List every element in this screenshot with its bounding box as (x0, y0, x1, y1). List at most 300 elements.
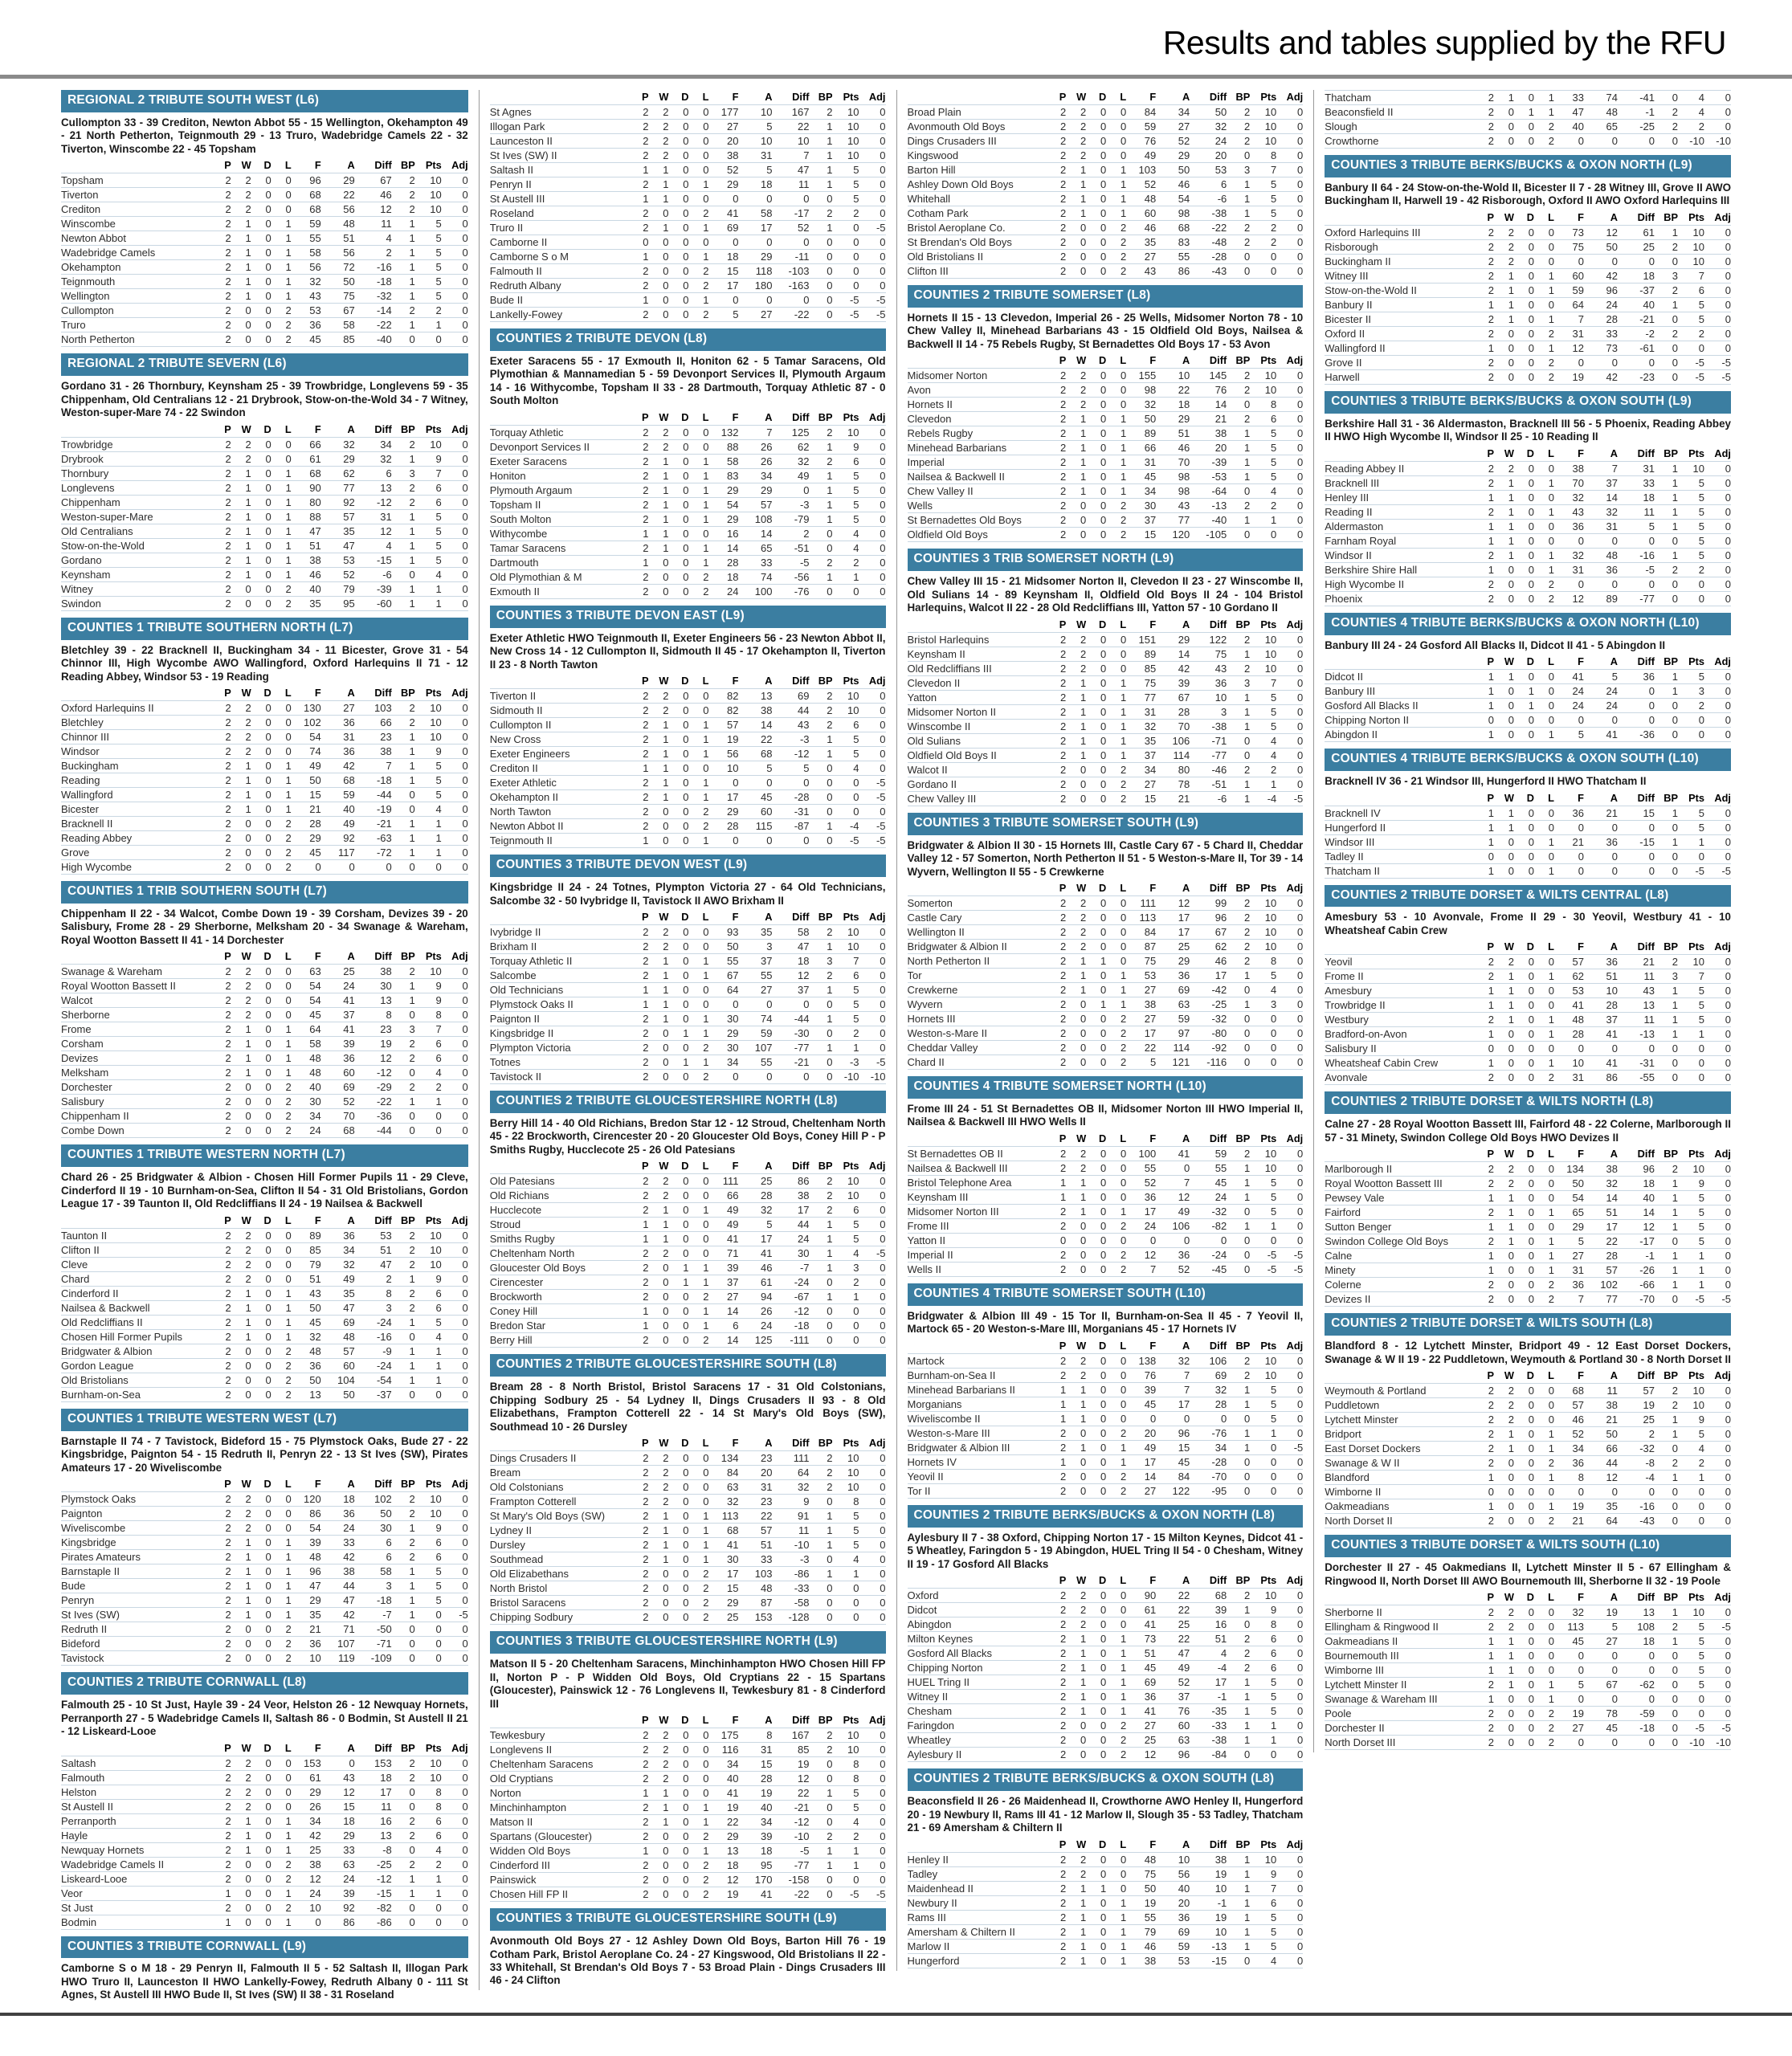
stat-p: 1 (1488, 491, 1494, 504)
results-text: Banbury III 24 - 24 Gosford All Blacks II, Didcot II 41 - 5 Abingdon II (1325, 638, 1666, 651)
stat-bp: 0 (827, 1582, 833, 1595)
stat-f: 12 (1144, 1248, 1157, 1261)
stat-column-header: Adj (868, 91, 886, 103)
stat-adj: 0 (1297, 633, 1304, 646)
stat-l: 2 (1121, 792, 1127, 805)
stat-l: 2 (703, 207, 709, 219)
stat-f: 12 (1572, 341, 1584, 354)
stat-bp: 1 (1672, 1192, 1678, 1205)
table-row (908, 1026, 1304, 1041)
results-text: Bracknell IV 36 - 21 Windsor III, Hungerford II HWO Thatcham II (1325, 775, 1647, 788)
stat-l: 1 (703, 834, 709, 847)
stat-a: 69 (1178, 984, 1190, 997)
stat-adj: 0 (1725, 462, 1731, 475)
stat-bp: 1 (409, 218, 415, 230)
stat-w: 0 (663, 1830, 669, 1843)
stat-diff: 0 (803, 834, 810, 847)
stat-a: 120 (1172, 528, 1190, 541)
section-header: COUNTIES 2 TRIBUTE DORSET & WILTS SOUTH (L8) (1325, 1313, 1731, 1336)
stat-l: 1 (285, 539, 292, 552)
table-row (490, 776, 886, 790)
stat-column-header: Adj (1286, 91, 1304, 103)
stat-p: 2 (1060, 676, 1067, 689)
stat-pts: 0 (853, 1334, 859, 1347)
stat-w: 0 (1508, 850, 1514, 863)
stat-pts: 5 (435, 1316, 442, 1328)
stat-a: 78 (1178, 777, 1190, 790)
stat-l: 1 (285, 232, 292, 245)
stat-a: 29 (761, 483, 773, 496)
stat-bp: 2 (409, 1493, 415, 1506)
table-row (1325, 134, 1731, 149)
stat-adj: 0 (462, 1551, 468, 1564)
stat-l: 1 (1121, 442, 1127, 455)
stat-adj: 0 (880, 149, 886, 161)
stat-diff: 32 (798, 455, 810, 467)
stat-a: 69 (1178, 1925, 1190, 1938)
stat-p: 1 (643, 527, 649, 540)
stat-w: 0 (1080, 1470, 1087, 1483)
stat-column-header: W (241, 159, 251, 172)
stat-l: 1 (1548, 106, 1554, 118)
team-name: Truro II (489, 222, 524, 234)
stat-pts: 0 (853, 279, 859, 292)
stat-l: 0 (1548, 956, 1554, 969)
stat-d: 0 (683, 308, 689, 320)
stat-diff: -36 (1639, 728, 1655, 741)
stat-column-header: Pts (843, 675, 859, 687)
stat-p: 2 (225, 1858, 231, 1870)
stat-diff: -37 (1639, 284, 1655, 296)
stat-bp: 1 (827, 164, 833, 176)
stat-w: 2 (245, 174, 251, 187)
league-table (61, 686, 468, 875)
stat-f: 30 (727, 1013, 739, 1026)
stat-w: 1 (1508, 1664, 1514, 1677)
stat-f: 28 (727, 556, 739, 569)
stat-d: 0 (265, 1652, 271, 1665)
table-row (1325, 1442, 1731, 1456)
stat-adj: 0 (1297, 1954, 1304, 1967)
stat-pts: 10 (430, 1771, 442, 1784)
stat-pts: -10 (1689, 1736, 1704, 1749)
stat-w: 2 (663, 1744, 669, 1756)
team-name: Chesham (907, 1705, 953, 1718)
stat-column-header: Pts (425, 422, 442, 435)
stat-bp: 0 (1672, 255, 1678, 267)
stat-l: 1 (1548, 1250, 1554, 1263)
stat-d: 0 (683, 294, 689, 306)
team-name: Topsham (61, 174, 104, 187)
team-name: Old Centralians (61, 524, 133, 537)
stat-column-header: F (732, 675, 739, 687)
stat-diff: 13 (1643, 999, 1655, 1012)
stat-pts: -5 (849, 294, 859, 306)
stat-p: 2 (225, 1901, 231, 1914)
stat-f: 76 (1144, 1369, 1157, 1381)
stat-column-header: W (1504, 1148, 1514, 1161)
column-1 (61, 90, 479, 2005)
stat-w: 0 (663, 1027, 669, 1040)
stat-bp: 2 (409, 1287, 415, 1299)
stat-l: 2 (1548, 1071, 1554, 1084)
stat-d: 0 (683, 1305, 689, 1318)
stat-p: 2 (225, 1771, 231, 1784)
stat-diff: 11 (1643, 1014, 1655, 1026)
stat-pts: 5 (1271, 178, 1277, 190)
stat-p: 2 (643, 1452, 649, 1465)
stat-adj: 0 (1297, 1027, 1304, 1040)
stat-bp: 2 (827, 426, 833, 439)
stat-p: 1 (1488, 700, 1494, 712)
team-name: Chard II (907, 1056, 945, 1069)
table-row (908, 1440, 1304, 1454)
stat-adj: 0 (462, 1536, 468, 1549)
stat-p: 2 (1060, 1056, 1067, 1069)
stat-d: 0 (265, 1258, 271, 1271)
stat-f: 39 (309, 1536, 321, 1549)
stat-column-header: BP (400, 1478, 415, 1491)
stat-d: 0 (1528, 1486, 1534, 1499)
table-row (61, 1915, 468, 1929)
stat-diff: 106 (1209, 1354, 1227, 1367)
stat-adj: 0 (462, 716, 468, 729)
stat-p: 1 (1488, 835, 1494, 848)
table-row (490, 1070, 886, 1084)
team-name: Brixham II (489, 940, 537, 953)
stat-bp: 2 (827, 926, 833, 939)
stat-d: 0 (265, 467, 271, 479)
stat-l: 1 (703, 498, 709, 511)
team-name: Exeter Engineers (489, 748, 570, 761)
stat-adj: 0 (462, 803, 468, 816)
stat-d: 0 (265, 1110, 271, 1123)
stat-w: 0 (1508, 356, 1514, 369)
stat-l: 1 (1121, 1896, 1127, 1909)
stat-w: 2 (663, 1189, 669, 1202)
stat-diff: -32 (1211, 1013, 1227, 1026)
stat-d: 0 (1100, 777, 1107, 790)
stat-f: 45 (1144, 1662, 1157, 1675)
team-name: Chippenham II (61, 1110, 129, 1123)
table-row (1325, 533, 1731, 548)
stat-adj: -5 (1721, 1293, 1731, 1306)
stat-column-header: W (659, 911, 669, 924)
team-name: Phoenix (1325, 592, 1363, 605)
stat-bp: 0 (409, 1638, 415, 1650)
stat-w: 0 (1508, 1693, 1514, 1706)
stat-d: 0 (265, 1330, 271, 1343)
stat-a: 29 (1178, 149, 1190, 161)
stat-column-header: L (1548, 655, 1554, 668)
stat-f: 98 (1144, 384, 1157, 397)
stat-d: 0 (265, 1829, 271, 1842)
results-text: Bridgwater & Albion II 30 - 15 Hornets III, Castle Cary 67 - 5 Chard II, Cheddar Valley 12 - 57 Somerton, North Petherton II 51 - 5 Weston-s-Mare II, Tor 39 - 14 Wyvern, Wellington II 55 - 5 Crewkerne (907, 838, 1304, 878)
stat-w: 0 (245, 1901, 251, 1914)
stat-w: 1 (663, 791, 669, 804)
stat-pts: 5 (853, 498, 859, 511)
stat-l: 1 (285, 247, 292, 259)
stat-p: 2 (1060, 1719, 1067, 1732)
stat-w: 2 (1508, 1621, 1514, 1634)
stat-adj: 0 (1725, 671, 1731, 683)
stat-l: 0 (285, 1800, 292, 1813)
stat-pts: 3 (1271, 998, 1277, 1011)
stat-l: 2 (703, 570, 709, 583)
stat-f: 10 (1572, 1057, 1584, 1070)
stat-diff: 19 (380, 1038, 392, 1050)
stat-d: 0 (683, 1218, 689, 1231)
team-name: Ellingham & Ringwood II (1325, 1621, 1439, 1634)
stat-diff: -16 (376, 261, 392, 274)
stat-l: 1 (285, 524, 292, 537)
stat-a: 68 (1178, 222, 1190, 234)
stat-column-header: P (641, 1437, 649, 1450)
stat-a: 7 (766, 426, 773, 439)
stat-column-header: L (1548, 940, 1554, 953)
table-row (61, 1286, 468, 1300)
results-text: Falmouth 25 - 10 St Just, Hayle 39 - 24 Veor, Helston 26 - 12 Newquay Hornets, Perranporth 27 - 5 Wadebridge Camels II, Saltash 86 - 0 Bodmin, St Austell II 21 - 12 Liskeard-Looe (61, 1699, 468, 1738)
stat-a: 21 (1178, 792, 1190, 805)
team-column-header (1325, 447, 1474, 462)
stat-bp: 1 (1244, 691, 1251, 704)
stat-p: 2 (643, 690, 649, 703)
stat-diff: -7 (382, 1609, 392, 1622)
stat-adj: 0 (880, 164, 886, 176)
stat-pts: 10 (430, 1243, 442, 1256)
stat-pts: 5 (1698, 806, 1704, 819)
stat-a: 32 (1606, 505, 1618, 518)
stat-f: 0 (1578, 1650, 1584, 1662)
stat-bp: 2 (1244, 926, 1251, 939)
stat-w: 0 (245, 304, 251, 317)
stat-pts: 0 (1271, 1042, 1277, 1055)
stat-column-header: Pts (425, 687, 442, 700)
stat-bp: 2 (827, 719, 833, 732)
stat-w: 1 (663, 178, 669, 190)
table-row (61, 188, 468, 202)
stat-l: 2 (1548, 120, 1554, 133)
section (1325, 1091, 1731, 1307)
stat-p: 2 (643, 955, 649, 968)
stat-pts: 10 (847, 120, 859, 133)
stat-pts: -4 (849, 820, 859, 833)
team-name: Falmouth (61, 1771, 105, 1784)
table-row (490, 1451, 886, 1466)
stat-d: 0 (1100, 1470, 1107, 1483)
stat-l: 0 (1548, 1042, 1554, 1055)
stat-p: 2 (643, 1467, 649, 1479)
stat-pts: 0 (1271, 265, 1277, 277)
stat-p: 2 (1060, 720, 1067, 732)
stat-a: 98 (1178, 485, 1190, 498)
stat-f: 24 (309, 1124, 321, 1137)
stat-adj: -10 (1716, 1736, 1731, 1749)
stat-pts: 10 (1692, 1606, 1704, 1619)
table-row (1325, 326, 1731, 341)
stat-pts: 5 (1698, 312, 1704, 325)
stat-bp: 2 (409, 702, 415, 715)
stat-w: 2 (1080, 1369, 1087, 1381)
stat-w: 2 (1508, 226, 1514, 239)
stat-bp: 0 (409, 1915, 415, 1928)
stat-column-header: F (1578, 1369, 1584, 1382)
stat-adj: 0 (1297, 749, 1304, 761)
stat-column-header: F (1149, 882, 1157, 895)
stat-diff: 0 (1648, 577, 1655, 590)
stat-diff: 13 (380, 1829, 392, 1842)
stat-diff: -128 (788, 1611, 810, 1624)
stat-f: 24 (1572, 685, 1584, 698)
stat-w: 0 (663, 279, 669, 292)
stat-diff: -1 (1217, 1691, 1227, 1703)
table-row (1325, 863, 1731, 878)
stat-adj: 0 (1297, 1369, 1304, 1381)
stat-adj: 0 (880, 585, 886, 598)
stat-pts: 6 (435, 1814, 442, 1827)
stat-column-header: Diff (1209, 1574, 1227, 1587)
stat-adj: 0 (1297, 777, 1304, 790)
stat-w: 1 (1080, 1441, 1087, 1454)
stat-adj: -5 (1293, 1441, 1304, 1454)
stat-column-header: D (681, 911, 689, 924)
stat-a: 36 (1178, 969, 1190, 982)
table-row (1325, 1013, 1731, 1027)
section (490, 855, 886, 1084)
stat-a: 10 (1606, 985, 1618, 997)
stat-w: 1 (1080, 1633, 1087, 1646)
stat-d: 0 (683, 1495, 689, 1508)
stat-a: 60 (343, 1067, 355, 1079)
stat-diff: 43 (1643, 985, 1655, 997)
stat-pts: 0 (1698, 1707, 1704, 1720)
stat-p: 2 (1488, 1414, 1494, 1426)
stat-p: 2 (1488, 1606, 1494, 1619)
stat-f: 45 (1144, 471, 1157, 483)
table-row (1325, 105, 1731, 120)
stat-adj: 0 (880, 1291, 886, 1303)
stat-bp: 0 (1672, 592, 1678, 605)
stat-w: 1 (1080, 1940, 1087, 1952)
stat-w: 1 (1080, 1662, 1087, 1675)
stat-d: 0 (1100, 1056, 1107, 1069)
stat-a: 46 (1178, 178, 1190, 190)
team-name: Swindon (61, 597, 101, 610)
stat-a: 115 (755, 820, 773, 833)
stat-f: 155 (1138, 369, 1157, 382)
stat-w: 0 (245, 846, 251, 859)
stat-f: 10 (309, 1901, 321, 1914)
stat-d: 0 (265, 1522, 271, 1535)
stat-f: 12 (727, 1874, 739, 1887)
stat-diff: -46 (1211, 763, 1227, 776)
stat-bp: 1 (409, 980, 415, 993)
stat-pts: 5 (1271, 1676, 1277, 1689)
stat-l: 1 (1548, 835, 1554, 848)
stat-l: 2 (703, 1874, 709, 1887)
team-name: Cirencester (489, 1276, 544, 1289)
stat-pts: 0 (435, 1901, 442, 1914)
table-row (61, 1008, 468, 1022)
table-row (61, 1329, 468, 1344)
stat-pts: 2 (853, 556, 859, 569)
stat-d: 0 (1100, 442, 1107, 455)
stat-a: 48 (761, 1582, 773, 1595)
stat-l: 2 (1121, 265, 1127, 277)
stat-diff: -43 (1211, 265, 1227, 277)
table-row (61, 437, 468, 451)
stat-w: 0 (1508, 700, 1514, 712)
stat-p: 2 (643, 1568, 649, 1581)
stat-pts: 9 (1271, 1867, 1277, 1880)
table-header-row (61, 158, 468, 173)
column-4 (1313, 90, 1731, 1752)
team-name: Frome II (1325, 970, 1364, 983)
stat-w: 1 (245, 553, 251, 566)
stat-w: 2 (245, 994, 251, 1007)
stat-bp: 1 (827, 120, 833, 133)
stat-adj: 0 (1297, 926, 1304, 939)
stat-diff: -22 (376, 1095, 392, 1108)
stat-pts: 1 (1271, 514, 1277, 527)
stat-p: 2 (225, 1652, 231, 1665)
stat-pts: 5 (435, 218, 442, 230)
stat-adj: 0 (462, 1388, 468, 1401)
stat-l: 2 (285, 319, 292, 332)
stat-d: 0 (1100, 135, 1107, 147)
stat-d: 0 (265, 861, 271, 874)
stat-a: 22 (1606, 1235, 1618, 1248)
stat-w: 2 (1080, 384, 1087, 397)
stat-column-header: A (347, 687, 355, 700)
stat-d: 0 (683, 1859, 689, 1872)
stat-p: 2 (1060, 456, 1067, 469)
stat-column-header: BP (1235, 1574, 1251, 1587)
stat-adj: 0 (1725, 284, 1731, 296)
stat-a: 72 (343, 261, 355, 274)
stat-pts: 5 (1271, 705, 1277, 718)
stat-p: 2 (1488, 370, 1494, 383)
stat-f: 34 (1144, 485, 1157, 498)
stat-p: 2 (225, 1843, 231, 1856)
stat-a: 34 (343, 1243, 355, 1256)
stat-column-header: D (681, 91, 689, 103)
stat-column-header: D (1099, 354, 1107, 367)
stat-p: 1 (643, 1218, 649, 1231)
stat-d: 0 (1100, 398, 1107, 411)
stat-f: 113 (1567, 1621, 1584, 1634)
stat-diff: 3 (386, 1301, 392, 1314)
stat-p: 2 (1488, 549, 1494, 561)
stat-a: 38 (1606, 1399, 1618, 1412)
team-name: Longlevens II (489, 1744, 553, 1756)
stat-f: 19 (1572, 370, 1584, 383)
league-table (1325, 1590, 1731, 1750)
stat-pts: 0 (435, 1652, 442, 1665)
team-name: East Dorset Dockers (1325, 1442, 1421, 1455)
stat-f: 34 (727, 1056, 739, 1069)
stat-pts: 5 (1271, 1691, 1277, 1703)
stat-diff: -21 (794, 1801, 810, 1814)
stat-adj: 0 (1297, 369, 1304, 382)
stat-f: 48 (1572, 1014, 1584, 1026)
stat-column-header: A (1182, 1339, 1190, 1352)
stat-l: 2 (285, 1095, 292, 1108)
stat-a: 102 (1600, 1279, 1618, 1291)
stat-p: 2 (1060, 1676, 1067, 1689)
stat-d: 0 (265, 553, 271, 566)
team-name: Gordano II (907, 777, 957, 790)
